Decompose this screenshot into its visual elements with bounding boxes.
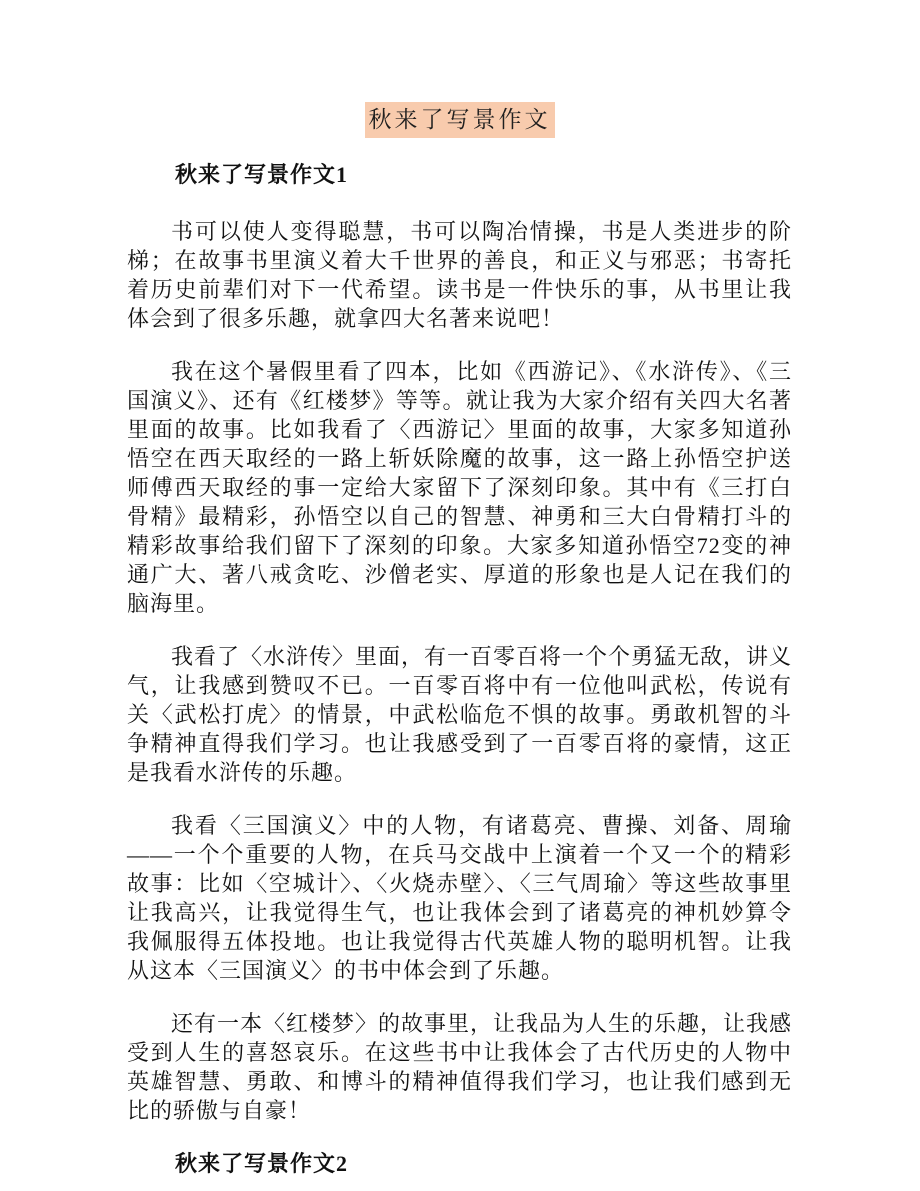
essay-title-highlight: 秋来了写景作文 [365,102,555,138]
essay-title-row [127,102,792,138]
essay-paragraph: 我看了〈水浒传〉里面，有一百零百将一个个勇猛无敌，讲义气，让我感到赞叹不已。一百零百将中有一位他叫武松，传说有关〈武松打虎〉的情景，中武松临危不惧的故事。勇敢机智的斗争精神直得我们学习。也让我感受到了一百零百将的豪情，这正是我看水浒传的乐趣。 [127,644,793,786]
section-heading-1: 秋来了写景作文1 [175,162,349,188]
essay-paragraph: 我看〈三国演义〉中的人物，有诸葛亮、曹操、刘备、周瑜——一个个重要的人物，在兵马交战中上演着一个又一个的精彩故事：比如〈空城计〉、〈火烧赤壁〉、〈三气周瑜〉等这些故事里让我高兴，让我觉得生气，也让我体会到了诸葛亮的神机妙算令我佩服得五体投地。也让我觉得古代英雄人物的聪明机智。让我从这本〈三国演义〉的书中体会到了乐趣。 [127,813,792,984]
essay-paragraph: 我在这个暑假里看了四本，比如《西游记》、《水浒传》、《三国演义》、还有《红楼梦》等等。就让我为大家介绍有关四大名著里面的故事。比如我看了〈西游记〉里面的故事，大家多知道孙悟空在西天取经的一路上斩妖除魔的故事，这一路上孙悟空护送师傅西天取经的事一定给大家留下了深刻印象。其中有《三打白骨精》最精彩，孙悟空以自己的智慧、神勇和三大白骨精打斗的精彩故事给我们留下了深刻的印象。大家多知道孙悟空72变的神通广大、著八戒贪吃、沙僧老实、厚道的形象也是人记在我们的脑海里。 [127,359,792,617]
essay-paragraph: 书可以使人变得聪慧，书可以陶冶情操，书是人类进步的阶梯；在故事书里演义着大千世界的善良，和正义与邪恶；书寄托着历史前辈们对下一代希望。读书是一件快乐的事，从书里让我体会到了很多乐趣，就拿四大名著来说吧！ [127,219,792,332]
essay-body [127,217,792,1125]
essay-paragraph: 还有一本〈红楼梦〉的故事里，让我品为人生的乐趣，让我感受到人生的喜怒哀乐。在这些书中让我体会了古代历史的人物中英雄智慧、勇敢、和博斗的精神值得我们学习，也让我们感到无比的骄傲与自豪！ [127,1011,793,1124]
section-heading-2: 秋来了写景作文2 [175,1151,349,1177]
